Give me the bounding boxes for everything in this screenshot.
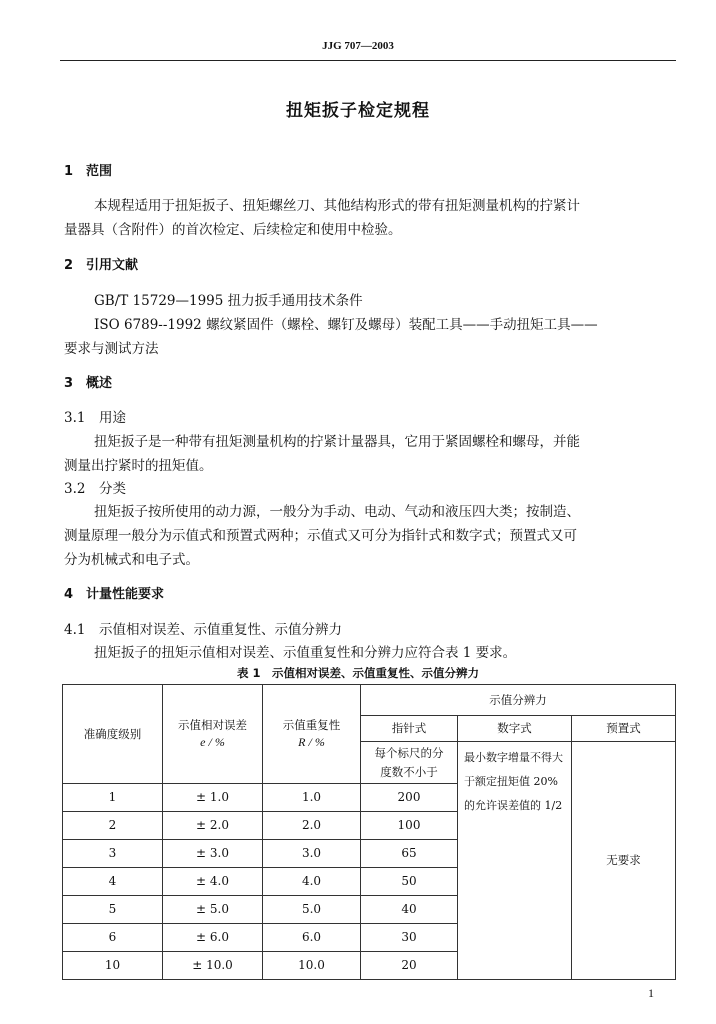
header-resolution: 示值分辨力 <box>361 685 676 716</box>
header-pointer-requirement <box>361 742 458 784</box>
row-4-grade: 4 <box>63 868 163 896</box>
accuracy-table <box>62 684 676 980</box>
section-1-line-2: 量器具（含附件）的首次检定、后续检定和使用中检验。 <box>64 222 402 238</box>
subsection-3-2-line-3: 分为机械式和电子式。 <box>64 552 199 568</box>
row-2-pointer: 100 <box>361 812 458 840</box>
row-7-grade: 10 <box>63 952 163 980</box>
row-2-grade: 2 <box>63 812 163 840</box>
row-1-grade: 1 <box>63 784 163 812</box>
row-6-pointer: 30 <box>361 924 458 952</box>
row-5-grade: 5 <box>63 896 163 924</box>
row-4-pointer: 50 <box>361 868 458 896</box>
header-error-label: 示值相对误差 <box>178 718 247 732</box>
row-4-error: ± 4.0 <box>163 868 263 896</box>
pointer-requirement-line-2: 度数不小于 <box>380 764 438 779</box>
subsection-3-1-line-2: 测量出拧紧时的扭矩值。 <box>64 458 213 474</box>
row-3-grade: 3 <box>63 840 163 868</box>
subsection-3-1-title: 3.1 用途 <box>64 410 126 426</box>
section-2-heading: 2 引用文献 <box>64 258 139 273</box>
reference-2-line-1: ISO 6789--1992 螺纹紧固件（螺栓、螺钉及螺母）装配工具——手动扭矩工具—— <box>94 317 598 333</box>
header-error <box>163 685 263 784</box>
header-repeat-symbol: R / % <box>298 735 325 749</box>
header-repeat <box>263 685 361 784</box>
row-5-pointer: 40 <box>361 896 458 924</box>
row-7-error: ± 10.0 <box>163 952 263 980</box>
document-title: 扭矩扳子检定规程 <box>286 101 430 121</box>
reference-2-line-2: 要求与测试方法 <box>64 341 159 357</box>
reference-1: GB/T 15729—1995 扭力扳手通用技术条件 <box>94 293 363 309</box>
header-repeat-label: 示值重复性 <box>282 718 341 732</box>
digital-requirement-note: 最小数字增量不得大于额定扭矩值 20% 的允许误差值的 1/2 <box>458 742 572 980</box>
row-6-grade: 6 <box>63 924 163 952</box>
row-3-error: ± 3.0 <box>163 840 263 868</box>
header-pointer: 指针式 <box>361 716 458 742</box>
header-error-symbol: e / % <box>200 735 225 749</box>
row-2-error: ± 2.0 <box>163 812 263 840</box>
subsection-3-1-line-1: 扭矩扳子是一种带有扭矩测量机构的拧紧计量器具，它用于紧固螺栓和螺母，并能 <box>94 434 580 450</box>
row-7-pointer: 20 <box>361 952 458 980</box>
subsection-3-2-title: 3.2 分类 <box>64 481 126 497</box>
table-caption: 表 1 示值相对误差、示值重复性、示值分辨力 <box>236 666 479 680</box>
header-rule <box>60 60 676 61</box>
subsection-3-2-line-1: 扭矩扳子按所使用的动力源，一般分为手动、电动、气动和液压四大类；按制造、 <box>94 504 580 520</box>
page-number: 1 <box>648 986 654 1000</box>
row-3-pointer: 65 <box>361 840 458 868</box>
row-5-error: ± 5.0 <box>163 896 263 924</box>
row-1-repeat: 1.0 <box>263 784 361 812</box>
row-1-pointer: 200 <box>361 784 458 812</box>
section-1-heading: 1 范围 <box>64 164 113 179</box>
row-7-repeat: 10.0 <box>263 952 361 980</box>
header-preset: 预置式 <box>572 716 676 742</box>
row-4-repeat: 4.0 <box>263 868 361 896</box>
row-6-error: ± 6.0 <box>163 924 263 952</box>
row-3-repeat: 3.0 <box>263 840 361 868</box>
pointer-requirement-line-1: 每个标尺的分 <box>374 745 444 760</box>
section-4-heading: 4 计量性能要求 <box>64 587 165 602</box>
header-grade: 准确度级别 <box>63 685 163 784</box>
section-3-heading: 3 概述 <box>64 376 113 391</box>
row-2-repeat: 2.0 <box>263 812 361 840</box>
header-digital: 数字式 <box>458 716 572 742</box>
preset-requirement-note: 无要求 <box>572 742 676 980</box>
header-code: JJG 707—2003 <box>322 40 394 52</box>
row-5-repeat: 5.0 <box>263 896 361 924</box>
subsection-4-1-title: 4.1 示值相对误差、示值重复性、示值分辨力 <box>64 622 342 638</box>
subsection-4-1-line-1: 扭矩扳子的扭矩示值相对误差、示值重复性和分辨力应符合表 1 要求。 <box>94 645 517 661</box>
section-1-line-1: 本规程适用于扭矩扳子、扭矩螺丝刀、其他结构形式的带有扭矩测量机构的拧紧计 <box>94 198 580 214</box>
subsection-3-2-line-2: 测量原理一般分为示值式和预置式两种；示值式又可分为指针式和数字式；预置式又可 <box>64 528 577 544</box>
row-6-repeat: 6.0 <box>263 924 361 952</box>
row-1-error: ± 1.0 <box>163 784 263 812</box>
